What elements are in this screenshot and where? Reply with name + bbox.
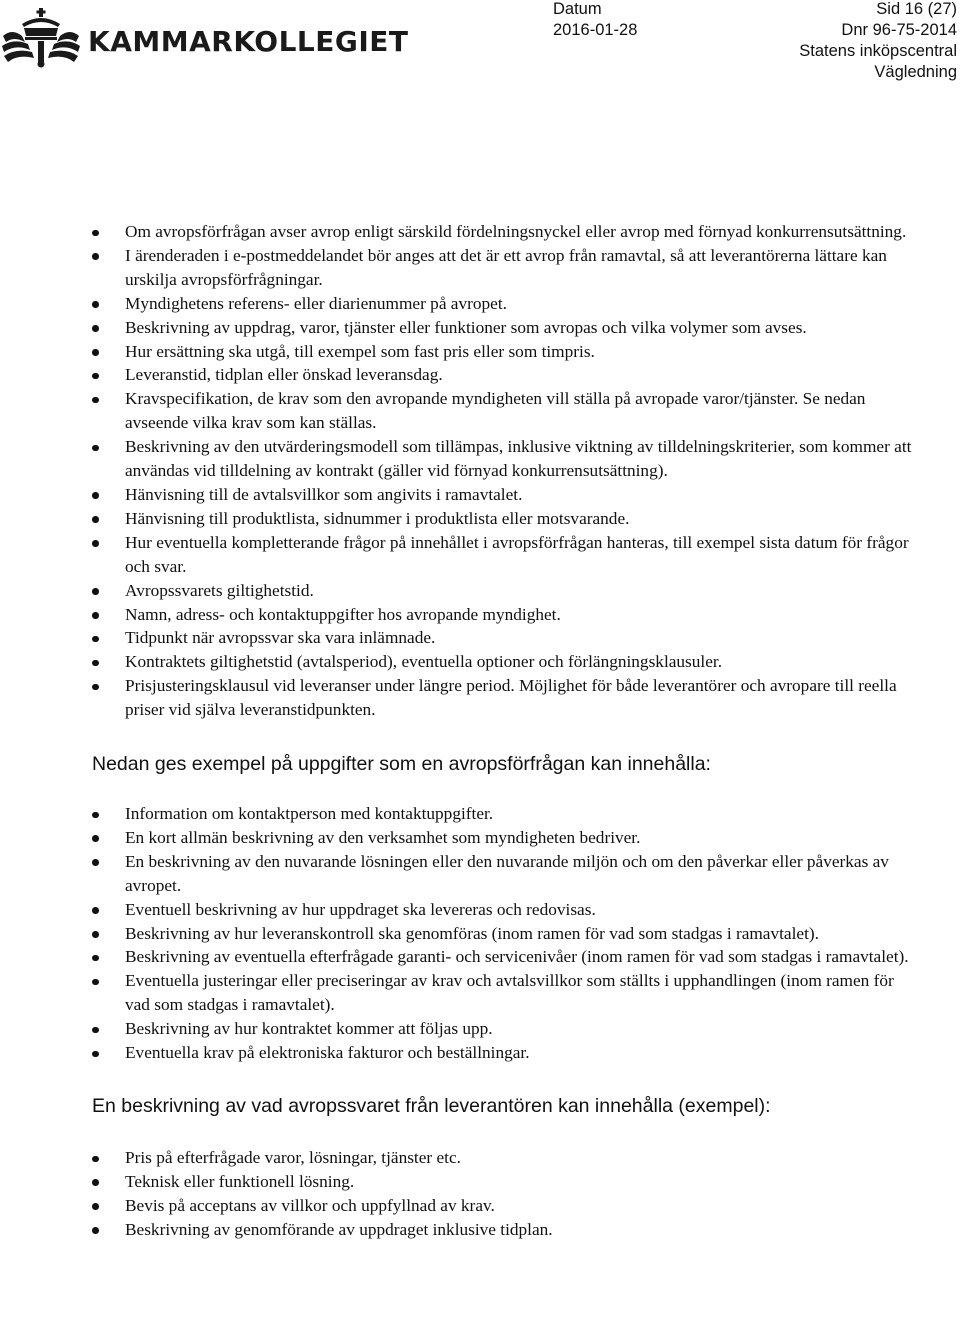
list-item: Hänvisning till de avtalsvillkor som angivits i ramavtalet.	[0, 483, 960, 507]
page-content	[0, 220, 960, 1242]
list-item: Myndighetens referens- eller diarienummer på avropet.	[0, 292, 960, 316]
document-info	[799, 0, 957, 83]
list-item: Beskrivning av genomförande av uppdraget inklusive tidplan.	[0, 1218, 960, 1242]
date-block	[553, 0, 637, 41]
requirements-list	[0, 220, 960, 722]
list-item: Pris på efterfrågade varor, lösningar, tjänster etc.	[0, 1146, 960, 1170]
list-item: Hänvisning till produktlista, sidnummer i produktlista eller motsvarande.	[0, 507, 960, 531]
brand-name: KAMMARKOLLEGIET	[88, 24, 409, 58]
section-heading-request-examples: Nedan ges exempel på uppgifter som en avropsförfrågan kan innehålla:	[92, 753, 711, 776]
list-item: Om avropsförfrågan avser avrop enligt särskild fördelningsnyckel eller avrop med förnyad konkurrensutsättning.	[0, 220, 960, 244]
list-item: Beskrivning av den utvärderingsmodell som tillämpas, inklusive viktning av tilldelningskriterier, som kommer att användas vid tilldelning av kontrakt (gäller vid förnyad konkurrensutsättning).	[0, 435, 960, 483]
list-item: Information om kontaktperson med kontaktuppgifter.	[0, 802, 960, 826]
list-item: Kravspecifikation, de krav som den avropande myndigheten vill ställa på avropade varor/tjänster. Se nedan avseende vilka krav som kan ställas.	[0, 387, 960, 435]
list-item: Kontraktets giltighetstid (avtalsperiod), eventuella optioner och förlängningsklausuler.	[0, 650, 960, 674]
list-item: Leveranstid, tidplan eller önskad leveransdag.	[0, 363, 960, 387]
department: Statens inköpscentral	[799, 42, 957, 60]
list-item: Namn, adress- och kontaktuppgifter hos avropande myndighet.	[0, 603, 960, 627]
list-item: En beskrivning av den nuvarande lösningen eller den nuvarande miljön och om den påverkar eller påverkas av avropet.	[0, 850, 960, 898]
document-type: Vägledning	[874, 63, 957, 81]
list-item: Beskrivning av hur leveranskontroll ska genomföras (inom ramen för vad som stadgas i ramavtalet).	[0, 922, 960, 946]
diary-number: Dnr 96-75-2014	[841, 21, 957, 39]
crown-logo-icon	[0, 6, 82, 68]
section-heading-response-examples: En beskrivning av vad avropssvaret från leverantören kan innehålla (exempel):	[92, 1095, 771, 1117]
logo	[0, 6, 409, 68]
date-label: Datum	[553, 0, 602, 18]
request-examples-list	[0, 802, 960, 1065]
date-value: 2016-01-28	[553, 21, 638, 39]
list-item: Bevis på acceptans av villkor och uppfyllnad av krav.	[0, 1194, 960, 1218]
list-item: Beskrivning av uppdrag, varor, tjänster eller funktioner som avropas och vilka volymer som avses.	[0, 316, 960, 340]
list-item: Eventuell beskrivning av hur uppdraget ska levereras och redovisas.	[0, 898, 960, 922]
list-item: Beskrivning av hur kontraktet kommer att följas upp.	[0, 1017, 960, 1041]
list-item: Beskrivning av eventuella efterfrågade garanti- och servicenivåer (inom ramen för vad som stadgas i ramavtalet).	[0, 945, 960, 969]
page-number: Sid 16 (27)	[876, 0, 957, 18]
list-item: Avropssvarets giltighetstid.	[0, 579, 960, 603]
list-item: Tidpunkt när avropssvar ska vara inlämnade.	[0, 626, 960, 650]
response-examples-list	[0, 1146, 960, 1242]
list-item: Teknisk eller funktionell lösning.	[0, 1170, 960, 1194]
list-item: Hur ersättning ska utgå, till exempel som fast pris eller som timpris.	[0, 340, 960, 364]
list-item: Prisjusteringsklausul vid leveranser under längre period. Möjlighet för både leverantörer och avropare till reella priser vid själva leveranstidpunkten.	[0, 674, 960, 722]
list-item: Hur eventuella kompletterande frågor på innehållet i avropsförfrågan hanteras, till exempel sista datum för frågor och svar.	[0, 531, 960, 579]
list-item: I ärenderaden i e-postmeddelandet bör anges att det är ett avrop från ramavtal, så att leverantörerna lättare kan urskilja avropsförfrågningar.	[0, 244, 960, 292]
list-item: Eventuella justeringar eller preciseringar av krav och avtalsvillkor som ställts i upphandlingen (inom ramen för vad som stadgas i ramavtalet).	[0, 969, 960, 1017]
list-item: Eventuella krav på elektroniska fakturor och beställningar.	[0, 1041, 960, 1065]
list-item: En kort allmän beskrivning av den verksamhet som myndigheten bedriver.	[0, 826, 960, 850]
page-header	[0, 0, 960, 90]
